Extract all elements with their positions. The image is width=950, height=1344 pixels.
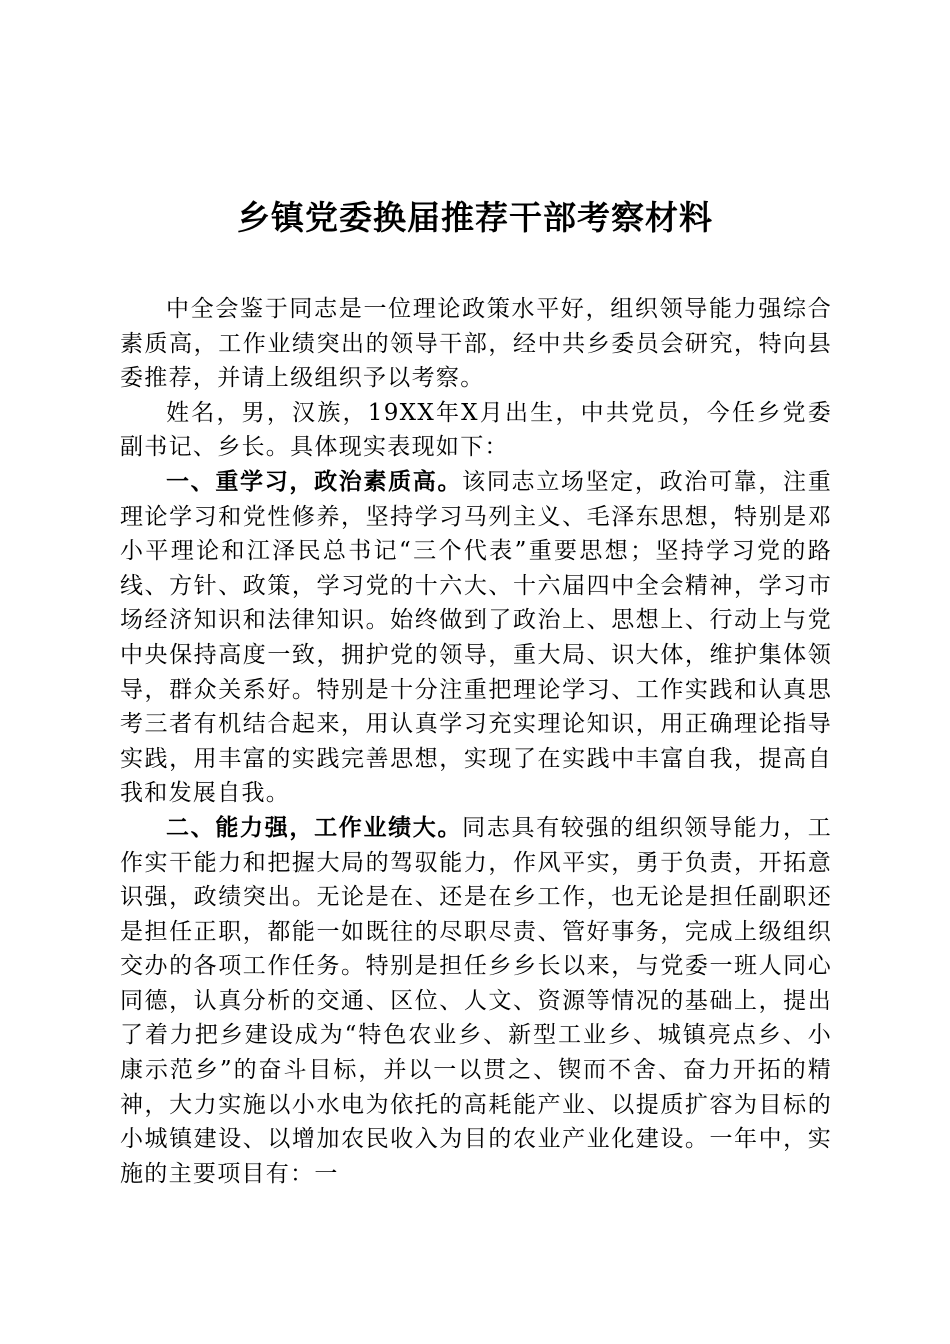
document-title: 乡镇党委换届推荐干部考察材料: [237, 198, 713, 237]
document-body: [120, 292, 832, 1191]
paragraph-section-two: [120, 811, 832, 1192]
section-heading: 二、能力强，工作业绩大。: [166, 813, 463, 841]
paragraph-text: 姓名，男，汉族，19XX年X月出生，中共党员，今任乡党委副书记、乡长。具体现实表现如下：: [120, 399, 832, 461]
paragraph-text: 中全会鉴于同志是一位理论政策水平好，组织领导能力强综合素质高，工作业绩突出的领导干部，经中共乡委员会研究，特向县委推荐，并请上级组织予以考察。: [120, 296, 832, 392]
paragraph-text: 该同志立场坚定，政治可靠，注重理论学习和党性修养，坚持学习马列主义、毛泽东思想，特别是邓小平理论和江泽民总书记“三个代表”重要思想；坚持学习党的路线、方针、政策，学习党的十六大、十六届四中全会精神，学习市场经济知识和法律知识。始终做到了政治上、思想上、行动上与党中央保持高度一致，拥护党的领导，重大局、识大体，维护集体领导，群众关系好。特别是十分注重把理论学习、工作实践和认真思考三者有机结合起来，用认真学习充实理论知识，用正确理论指导实践，用丰富的实践完善思想，实现了在实践中丰富自我，提高自我和发展自我。: [120, 468, 832, 807]
paragraph-text: 同志具有较强的组织领导能力，工作实干能力和把握大局的驾驭能力，作风平实，勇于负责，开拓意识强，政绩突出。无论是在、还是在乡工作，也无论是担任副职还是担任正职，都能一如既往的尽职尽责、管好事务，完成上级组织交办的各项工作任务。特别是担任乡乡长以来，与党委一班人同心同德，认真分析的交通、区位、人文、资源等情况的基础上，提出了着力把乡建设成为“特色农业乡、新型工业乡、城镇亮点乡、小康示范乡”的奋斗目标，并以一以贯之、锲而不舍、奋力开拓的精神，大力实施以小水电为依托的高耗能产业、以提质扩容为目标的小城镇建设、以增加农民收入为目的农业产业化建设。一年中，实施的主要项目有：一: [120, 814, 832, 1187]
section-heading: 一、重学习，政治素质高。: [166, 467, 463, 495]
paragraph-intro: [120, 292, 832, 396]
paragraph-section-one: [120, 465, 832, 811]
paragraph-personal-info: [120, 396, 832, 465]
